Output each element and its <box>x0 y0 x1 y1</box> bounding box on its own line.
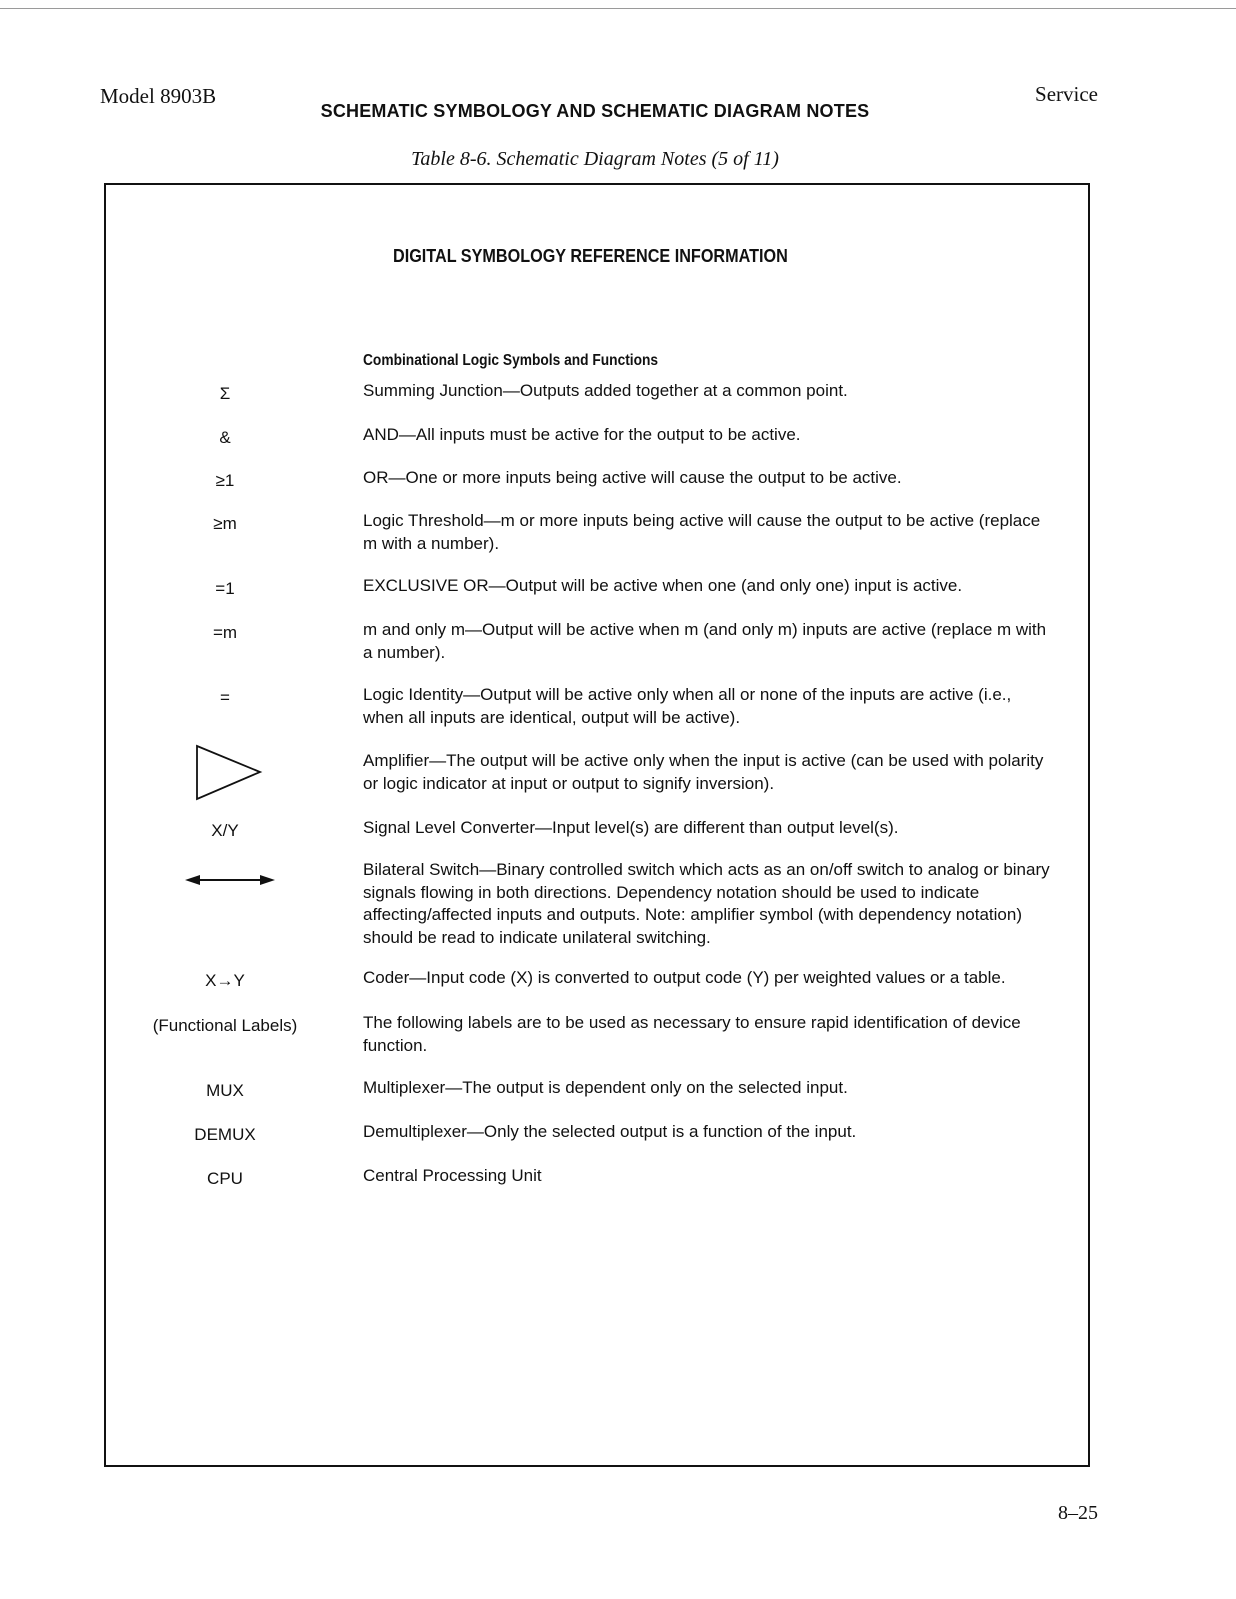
symbol-identity: = <box>220 688 230 707</box>
desc-identity: Logic Identity—Output will be active only when all or none of the inputs are active (i.e., when all inputs are identical, output will be active). <box>363 685 1012 727</box>
symbol-xor: =1 <box>215 579 235 598</box>
page-title: SCHEMATIC SYMBOLOGY AND SCHEMATIC DIAGRAM NOTES <box>320 101 870 121</box>
desc-demux: Demultiplexer—Only the selected output is a function of the input. <box>363 1122 857 1141</box>
desc-or: OR—One or more inputs being active will cause the output to be active. <box>363 468 902 487</box>
symbol-threshold: ≥m <box>213 514 237 533</box>
top-scan-rule <box>0 8 1236 9</box>
desc-and: AND—All inputs must be active for the output to be active. <box>363 425 801 444</box>
double-arrow-icon <box>184 871 276 889</box>
box-title: DIGITAL SYMBOLOGY REFERENCE INFORMATION <box>393 246 788 266</box>
symbol-mux: MUX <box>206 1081 244 1100</box>
desc-cpu: Central Processing Unit <box>363 1166 542 1185</box>
desc-m-and-only-m: m and only m—Output will be active when m (and only m) inputs are active (replace m with a number). <box>363 620 1047 662</box>
desc-xor: EXCLUSIVE OR—Output will be active when one (and only one) input is active. <box>363 576 963 595</box>
symbol-summing: Σ <box>219 384 231 403</box>
desc-bilateral-switch: Bilateral Switch—Binary controlled switch which acts as an on/off switch to analog or binary signals flowing in both directions. Dependency notation should be used to indicate affecting/affected inputs and outputs. Note: amplifier symbol (with dependency notation) should be read to indicate unilateral switching. <box>363 860 1050 947</box>
amplifier-triangle-icon <box>193 743 265 803</box>
model-label: Model 8903B <box>100 84 217 108</box>
symbol-level-converter: X/Y <box>211 821 239 840</box>
desc-mux: Multiplexer—The output is dependent only on the selected input. <box>363 1078 848 1097</box>
desc-level-converter: Signal Level Converter—Input level(s) are different than output level(s). <box>363 818 899 837</box>
section-label: Service <box>1035 82 1098 106</box>
symbol-m-and-only-m: =m <box>212 623 238 642</box>
desc-functional-labels: The following labels are to be used as necessary to ensure rapid identification of device function. <box>363 1013 1021 1055</box>
symbol-or: ≥1 <box>215 471 235 490</box>
symbol-functional-labels: (Functional Labels) <box>152 1016 298 1035</box>
symbol-coder: X→Y <box>205 971 245 990</box>
symbol-demux: DEMUX <box>194 1125 256 1144</box>
desc-threshold: Logic Threshold—m or more inputs being active will cause the output to be active (replace m with a number). <box>363 511 1041 553</box>
symbol-cpu: CPU <box>207 1169 243 1188</box>
desc-amplifier: Amplifier—The output will be active only when the input is active (can be used with polarity or logic indicator at input or output to signify inversion). <box>363 751 1044 793</box>
desc-summing: Summing Junction—Outputs added together at a common point. <box>363 381 848 400</box>
desc-coder: Coder—Input code (X) is converted to output code (Y) per weighted values or a table. <box>363 968 1006 987</box>
table-caption: Table 8-6. Schematic Diagram Notes (5 of 11) <box>411 148 779 170</box>
symbol-and: & <box>219 428 231 447</box>
page-number: 8–25 <box>1058 1502 1098 1524</box>
group-heading: Combinational Logic Symbols and Functions <box>363 352 659 369</box>
